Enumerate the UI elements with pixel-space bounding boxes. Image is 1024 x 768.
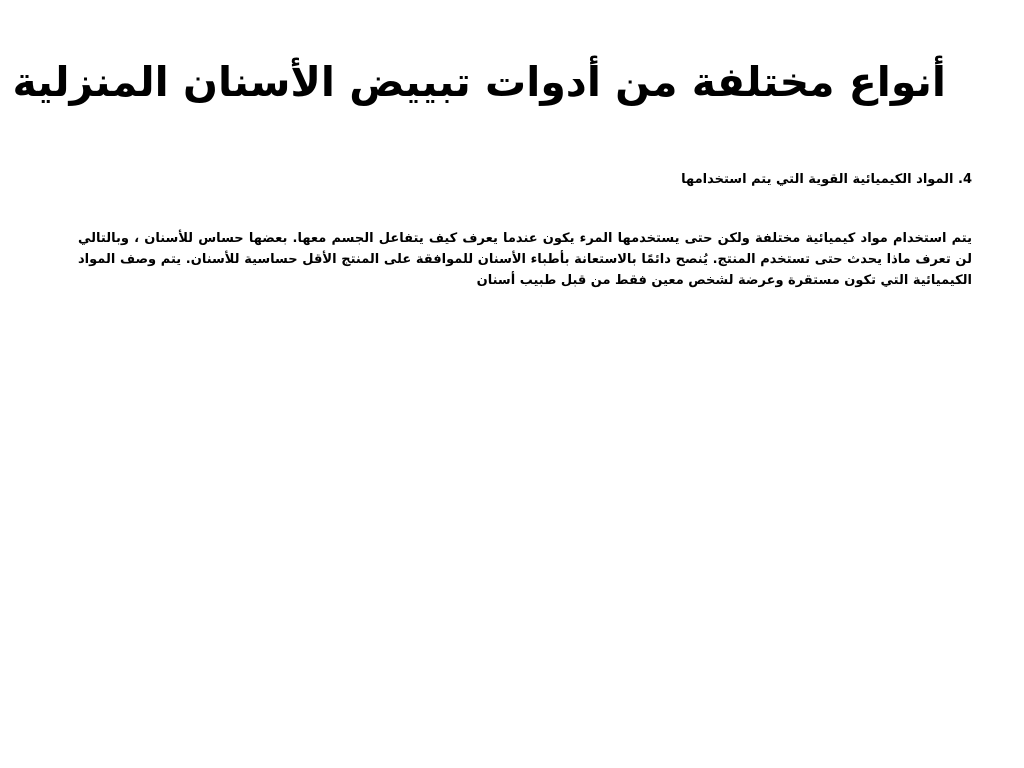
slide-title: أنواع مختلفة من أدوات تبييض الأسنان المنزلية <box>12 58 946 106</box>
body-paragraph: يتم استخدام مواد كيميائية مختلفة ولكن حتى يستخدمها المرء يكون عندما يعرف كيف يتفاعل الجسم معها. بعضها حساس للأسنان ، وبالتالي لن تعرف ماذا يحدث حتى تستخدم المنتج. يُنصح دائمًا بالاستعانة بأطباء الأسنان للموافقة على المنتج الأقل حساسية للأسنان. يتم وصف المواد الكيميائية التي تكون مستقرة وعرضة لشخص معين فقط من قبل طبيب أسنان <box>78 231 972 288</box>
section-heading: 4. المواد الكيميائية القوية التي يتم استخدامها <box>681 172 972 187</box>
